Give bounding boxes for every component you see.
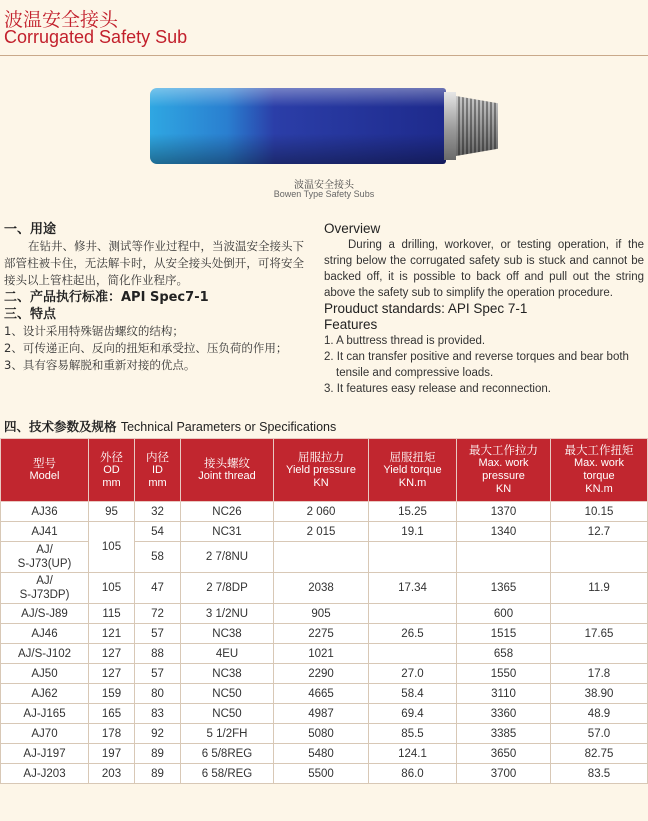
cell-yield-torque: 86.0 xyxy=(369,764,457,784)
cell-max-torque: 17.8 xyxy=(551,664,648,684)
cell-model: AJ/ S-J73(UP) xyxy=(1,542,89,573)
cell-id: 89 xyxy=(135,744,181,764)
cell-yield-torque xyxy=(369,542,457,573)
cell-od: 159 xyxy=(89,684,135,704)
cell-max-torque: 57.0 xyxy=(551,724,648,744)
cell-max-torque: 10.15 xyxy=(551,502,648,522)
cell-yield-torque: 58.4 xyxy=(369,684,457,704)
table-row xyxy=(1,724,648,744)
cell-yield-torque: 85.5 xyxy=(369,724,457,744)
cell-max-pressure: 3700 xyxy=(457,764,551,784)
cell-yield-pressure: 1021 xyxy=(274,644,369,664)
cell-od: 165 xyxy=(89,704,135,724)
cell-max-pressure: 1550 xyxy=(457,664,551,684)
cell-max-pressure: 3110 xyxy=(457,684,551,704)
cell-id: 57 xyxy=(135,624,181,644)
cell-model: AJ-J203 xyxy=(1,764,89,784)
cell-max-pressure: 1370 xyxy=(457,502,551,522)
cell-max-pressure: 3385 xyxy=(457,724,551,744)
cell-max-pressure: 658 xyxy=(457,644,551,664)
cell-max-torque xyxy=(551,604,648,624)
table-row xyxy=(1,573,648,604)
col-header-id: 内径 ID mm xyxy=(135,439,181,502)
cell-id: 54 xyxy=(135,522,181,542)
cell-id: 57 xyxy=(135,664,181,684)
cell-max-torque: 82.75 xyxy=(551,744,648,764)
cell-max-torque xyxy=(551,644,648,664)
cell-yield-pressure: 4665 xyxy=(274,684,369,704)
table-row xyxy=(1,644,648,664)
cell-id: 92 xyxy=(135,724,181,744)
cell-id: 58 xyxy=(135,542,181,573)
table-row xyxy=(1,624,648,644)
cell-max-pressure: 1515 xyxy=(457,624,551,644)
cell-max-torque: 38.90 xyxy=(551,684,648,704)
feature-item-cn: 3、具有容易解脱和重新对接的优点。 xyxy=(4,358,196,372)
cell-yield-pressure: 905 xyxy=(274,604,369,624)
cell-od: 127 xyxy=(89,664,135,684)
table-row xyxy=(1,684,648,704)
cell-thread: 5 1/2FH xyxy=(181,724,274,744)
usage-heading-cn: 一、用途 xyxy=(4,222,57,237)
feature-item-en: 3. It features easy release and reconnection. xyxy=(324,383,551,395)
cell-model: AJ-J197 xyxy=(1,744,89,764)
usage-text-cn: 在钻井、修井、测试等作业过程中，当波温安全接头下部管柱被卡住，无法解卡时，从安全接头处倒开，可将安全接头以上管柱起出，简化作业程序。 xyxy=(4,239,304,287)
cell-id: 83 xyxy=(135,704,181,724)
cell-thread: 3 1/2NU xyxy=(181,604,274,624)
cell-thread: NC26 xyxy=(181,502,274,522)
cell-model: AJ70 xyxy=(1,724,89,744)
cell-thread: 6 5/8REG xyxy=(181,744,274,764)
cell-yield-torque: 27.0 xyxy=(369,664,457,684)
cell-yield-torque: 19.1 xyxy=(369,522,457,542)
cell-yield-torque xyxy=(369,644,457,664)
spec-table xyxy=(0,438,648,784)
cell-yield-pressure xyxy=(274,542,369,573)
feature-item-en: 1. A buttress thread is provided. xyxy=(324,335,486,347)
cell-model: AJ41 xyxy=(1,522,89,542)
cell-yield-torque: 17.34 xyxy=(369,573,457,604)
cell-max-torque: 17.65 xyxy=(551,624,648,644)
cell-max-torque: 11.9 xyxy=(551,573,648,604)
cell-model: AJ62 xyxy=(1,684,89,704)
overview-heading: Overview xyxy=(324,221,381,236)
cell-thread: 6 58/REG xyxy=(181,764,274,784)
cell-model: AJ46 xyxy=(1,624,89,644)
col-header-od: 外径 OD mm xyxy=(89,439,135,502)
feature-item-cn: 1、设计采用特殊锯齿螺纹的结构； xyxy=(4,324,184,338)
cell-max-torque: 48.9 xyxy=(551,704,648,724)
cell-od: 105 xyxy=(89,573,135,604)
cell-yield-pressure: 5500 xyxy=(274,764,369,784)
english-description xyxy=(324,221,644,397)
cell-max-torque xyxy=(551,542,648,573)
cell-yield-pressure: 4987 xyxy=(274,704,369,724)
cell-max-torque: 83.5 xyxy=(551,764,648,784)
cell-thread: NC38 xyxy=(181,664,274,684)
cell-yield-pressure: 2290 xyxy=(274,664,369,684)
cell-od: 197 xyxy=(89,744,135,764)
cell-od: 203 xyxy=(89,764,135,784)
cell-od: 115 xyxy=(89,604,135,624)
cell-model: AJ36 xyxy=(1,502,89,522)
cell-thread: 4EU xyxy=(181,644,274,664)
cell-yield-torque xyxy=(369,604,457,624)
feature-item-en: 2. It can transfer positive and reverse torques and bear both tensile and compressive loads. xyxy=(324,351,629,379)
table-title-en: Technical Parameters or Specifications xyxy=(120,420,337,434)
col-header-yield-torque: 屈服扭矩 Yield torque KN.m xyxy=(369,439,457,502)
cell-thread: NC31 xyxy=(181,522,274,542)
cell-yield-torque: 69.4 xyxy=(369,704,457,724)
cell-id: 89 xyxy=(135,764,181,784)
figure-caption-en: Bowen Type Safety Subs xyxy=(273,189,375,199)
standard-heading-cn: 二、产品执行标准：API Spec7-1 xyxy=(4,290,209,305)
table-title-cn: 四、技术参数及规格 xyxy=(4,419,121,434)
page-title-en: Corrugated Safety Sub xyxy=(4,27,188,47)
col-header-thread: 接头螺纹 Joint thread xyxy=(181,439,274,502)
col-header-max-pressure: 最大工作拉力 Max. work pressure KN xyxy=(457,439,551,502)
cell-id: 72 xyxy=(135,604,181,624)
cell-od: 95 xyxy=(89,502,135,522)
cell-yield-pressure: 2038 xyxy=(274,573,369,604)
cell-od: 121 xyxy=(89,624,135,644)
cell-max-torque: 12.7 xyxy=(551,522,648,542)
cell-id: 88 xyxy=(135,644,181,664)
safety-sub-illustration xyxy=(150,88,500,164)
cell-model: AJ-J165 xyxy=(1,704,89,724)
cell-od: 127 xyxy=(89,644,135,664)
table-row xyxy=(1,522,648,542)
table-row xyxy=(1,604,648,624)
cell-max-pressure: 3360 xyxy=(457,704,551,724)
cell-max-pressure: 1340 xyxy=(457,522,551,542)
col-header-yield-pressure: 屈服拉力 Yield pressure KN xyxy=(274,439,369,502)
feature-item-cn: 2、可传递正向、反向的扭矩和承受拉、压负荷的作用； xyxy=(4,341,288,355)
table-row xyxy=(1,502,648,522)
cell-model: AJ/ S-J73DP) xyxy=(1,573,89,604)
col-header-model: 型号 Model xyxy=(1,439,89,502)
sub-body xyxy=(150,88,446,164)
cell-thread: 2 7/8DP xyxy=(181,573,274,604)
cell-max-pressure xyxy=(457,542,551,573)
table-row xyxy=(1,664,648,684)
cell-yield-torque: 124.1 xyxy=(369,744,457,764)
table-row xyxy=(1,704,648,724)
table-header-row xyxy=(1,439,648,502)
cell-thread: NC50 xyxy=(181,704,274,724)
cell-model: AJ50 xyxy=(1,664,89,684)
table-row xyxy=(1,764,648,784)
page-title-cn: 波温安全接头 xyxy=(4,9,119,31)
cell-max-pressure: 600 xyxy=(457,604,551,624)
chinese-description xyxy=(4,221,304,374)
sub-shoulder xyxy=(444,92,456,160)
table-row xyxy=(1,744,648,764)
cell-model: AJ/S-J89 xyxy=(1,604,89,624)
features-heading-en: Features xyxy=(324,317,378,332)
cell-id: 47 xyxy=(135,573,181,604)
cell-thread: NC38 xyxy=(181,624,274,644)
cell-yield-pressure: 2 060 xyxy=(274,502,369,522)
cell-max-pressure: 3650 xyxy=(457,744,551,764)
cell-yield-torque: 26.5 xyxy=(369,624,457,644)
features-heading-cn: 三、特点 xyxy=(4,307,57,322)
cell-od: 105 xyxy=(89,522,135,573)
cell-od: 178 xyxy=(89,724,135,744)
cell-id: 32 xyxy=(135,502,181,522)
cell-thread: NC50 xyxy=(181,684,274,704)
cell-model: AJ/S-J102 xyxy=(1,644,89,664)
cell-yield-pressure: 5080 xyxy=(274,724,369,744)
cell-id: 80 xyxy=(135,684,181,704)
cell-yield-pressure: 2275 xyxy=(274,624,369,644)
overview-text: During a drilling, workover, or testing operation, if the string below the corrugated safety sub is stuck and cannot be backed off, it is possible to back off and pull out the string above the safety sub to simplify the operation procedure. xyxy=(324,239,644,299)
cell-yield-pressure: 5480 xyxy=(274,744,369,764)
col-header-max-torque: 最大工作扭矩 Max. work torque KN.m xyxy=(551,439,648,502)
cell-thread: 2 7/8NU xyxy=(181,542,274,573)
figure-caption-cn: 波温安全接头 xyxy=(294,180,354,191)
standard-heading-en: Prouduct standards: API Spec 7-1 xyxy=(324,301,528,316)
title-divider xyxy=(0,55,648,56)
cell-yield-torque: 15.25 xyxy=(369,502,457,522)
table-title xyxy=(4,417,336,435)
buttress-thread-pin xyxy=(456,96,498,156)
cell-max-pressure: 1365 xyxy=(457,573,551,604)
cell-yield-pressure: 2 015 xyxy=(274,522,369,542)
